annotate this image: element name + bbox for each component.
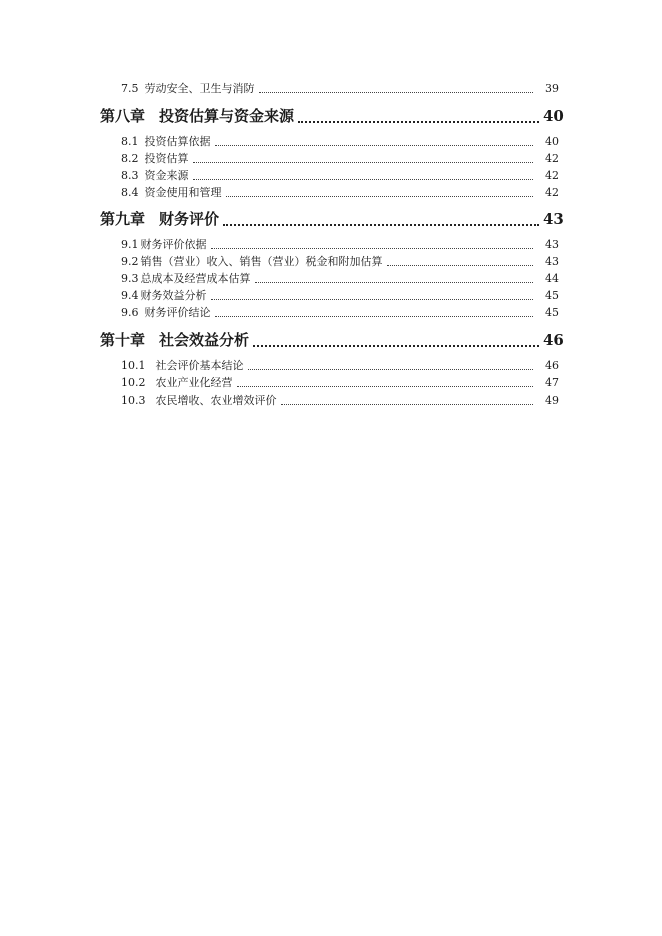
toc-chapter-title: 投资估算与资金来源 <box>159 107 295 125</box>
toc-page-number: 45 <box>545 289 559 302</box>
toc-entry-label <box>121 270 251 287</box>
toc-entry-9-4[interactable] <box>121 287 559 304</box>
toc-entry-9-2[interactable] <box>121 253 559 270</box>
dot-leader <box>259 92 534 93</box>
toc-entry-title: 资金使用和管理 <box>144 186 222 199</box>
toc-entry-7-5[interactable] <box>121 80 559 97</box>
toc-entry-label <box>121 392 277 409</box>
toc-entry-number: 9.4 <box>121 289 139 302</box>
dot-leader <box>215 316 534 317</box>
toc-entry-number: 8.1 <box>121 135 139 148</box>
toc-entry-title: 资金来源 <box>144 169 189 182</box>
toc-entry-label <box>121 184 222 201</box>
toc-page-number: 39 <box>545 82 559 95</box>
dot-leader <box>387 265 534 266</box>
toc-page-number: 45 <box>545 306 559 319</box>
toc-chapter-title: 财务评价 <box>159 210 220 228</box>
dot-leader <box>193 162 534 163</box>
toc-chapter-title: 社会效益分析 <box>159 331 250 349</box>
toc-entry-number: 8.2 <box>121 152 139 165</box>
toc-entry-9-1[interactable] <box>121 236 559 253</box>
toc-entry-8-3[interactable] <box>121 167 559 184</box>
toc-entry-label <box>121 133 211 150</box>
toc-entry-title: 销售（营业）收入、销售（营业）税金和附加估算 <box>140 255 383 268</box>
toc-page-number: 40 <box>545 135 559 148</box>
toc-entry-label <box>121 287 207 304</box>
toc-page-number: 40 <box>543 107 564 125</box>
toc-page-number: 47 <box>545 376 559 389</box>
dot-leader <box>298 121 539 123</box>
dot-leader <box>281 404 534 405</box>
toc-entry-label <box>121 357 244 374</box>
toc-chapter-number: 第十章 <box>100 331 146 349</box>
toc-page-number: 43 <box>545 238 559 251</box>
dot-leader <box>253 345 539 347</box>
toc-chapter-label <box>100 207 219 231</box>
dot-leader <box>223 224 539 226</box>
toc-entry-title: 投资估算依据 <box>144 135 211 148</box>
toc-chapter-label <box>100 104 294 128</box>
toc-chapter-9[interactable] <box>100 207 564 231</box>
toc-chapter-number: 第八章 <box>100 107 146 125</box>
toc-entry-title: 财务评价依据 <box>140 238 207 251</box>
dot-leader <box>248 369 534 370</box>
dot-leader <box>211 248 534 249</box>
toc-entry-number: 10.2 <box>121 376 146 389</box>
toc-page-number: 46 <box>545 359 559 372</box>
toc-chapter-8[interactable] <box>100 104 564 128</box>
toc-entry-9-6[interactable] <box>121 304 559 321</box>
toc-entry-number: 7.5 <box>121 82 139 95</box>
toc-chapter-label <box>100 328 249 352</box>
toc-entry-number: 10.3 <box>121 394 146 407</box>
toc-entry-label <box>121 236 207 253</box>
toc-page-number: 43 <box>545 255 559 268</box>
dot-leader <box>237 386 534 387</box>
toc-entry-title: 总成本及经营成本估算 <box>140 272 251 285</box>
toc-entry-title: 劳动安全、卫生与消防 <box>144 82 255 95</box>
toc-entry-10-1[interactable] <box>121 357 559 374</box>
toc-entry-8-1[interactable] <box>121 133 559 150</box>
toc-entry-label <box>121 304 211 321</box>
toc-entry-8-4[interactable] <box>121 184 559 201</box>
toc-entry-number: 9.6 <box>121 306 139 319</box>
dot-leader <box>211 299 534 300</box>
toc-entry-8-2[interactable] <box>121 150 559 167</box>
toc-entry-number: 9.1 <box>121 238 139 251</box>
toc-entry-label <box>121 374 233 391</box>
toc-entry-title: 财务评价结论 <box>144 306 211 319</box>
dot-leader <box>193 179 534 180</box>
toc-entry-title: 财务效益分析 <box>140 289 207 302</box>
toc-page-number: 44 <box>545 272 559 285</box>
dot-leader <box>255 282 534 283</box>
toc-page-number: 43 <box>543 210 564 228</box>
toc-page-number: 42 <box>545 152 559 165</box>
toc-entry-9-3[interactable] <box>121 270 559 287</box>
toc-entry-number: 9.2 <box>121 255 139 268</box>
toc-entry-label <box>121 150 189 167</box>
toc-entry-label <box>121 80 255 97</box>
toc-page-number: 42 <box>545 169 559 182</box>
toc-entry-title: 农民增收、农业增效评价 <box>155 394 277 407</box>
toc-page-number: 49 <box>545 394 559 407</box>
toc-entry-label <box>121 167 189 184</box>
toc-page-number: 46 <box>543 331 564 349</box>
toc-entry-label <box>121 253 383 270</box>
toc-entry-number: 8.3 <box>121 169 139 182</box>
toc-entry-title: 投资估算 <box>144 152 189 165</box>
toc-entry-number: 8.4 <box>121 186 139 199</box>
toc-entry-number: 9.3 <box>121 272 139 285</box>
toc-page-number: 42 <box>545 186 559 199</box>
dot-leader <box>226 196 534 197</box>
toc-entry-10-2[interactable] <box>121 374 559 391</box>
dot-leader <box>215 145 534 146</box>
toc-entry-title: 社会评价基本结论 <box>155 359 244 372</box>
toc-entry-number: 10.1 <box>121 359 146 372</box>
toc-chapter-10[interactable] <box>100 328 564 352</box>
toc-entry-title: 农业产业化经营 <box>155 376 233 389</box>
toc-entry-10-3[interactable] <box>121 392 559 409</box>
toc-chapter-number: 第九章 <box>100 210 146 228</box>
